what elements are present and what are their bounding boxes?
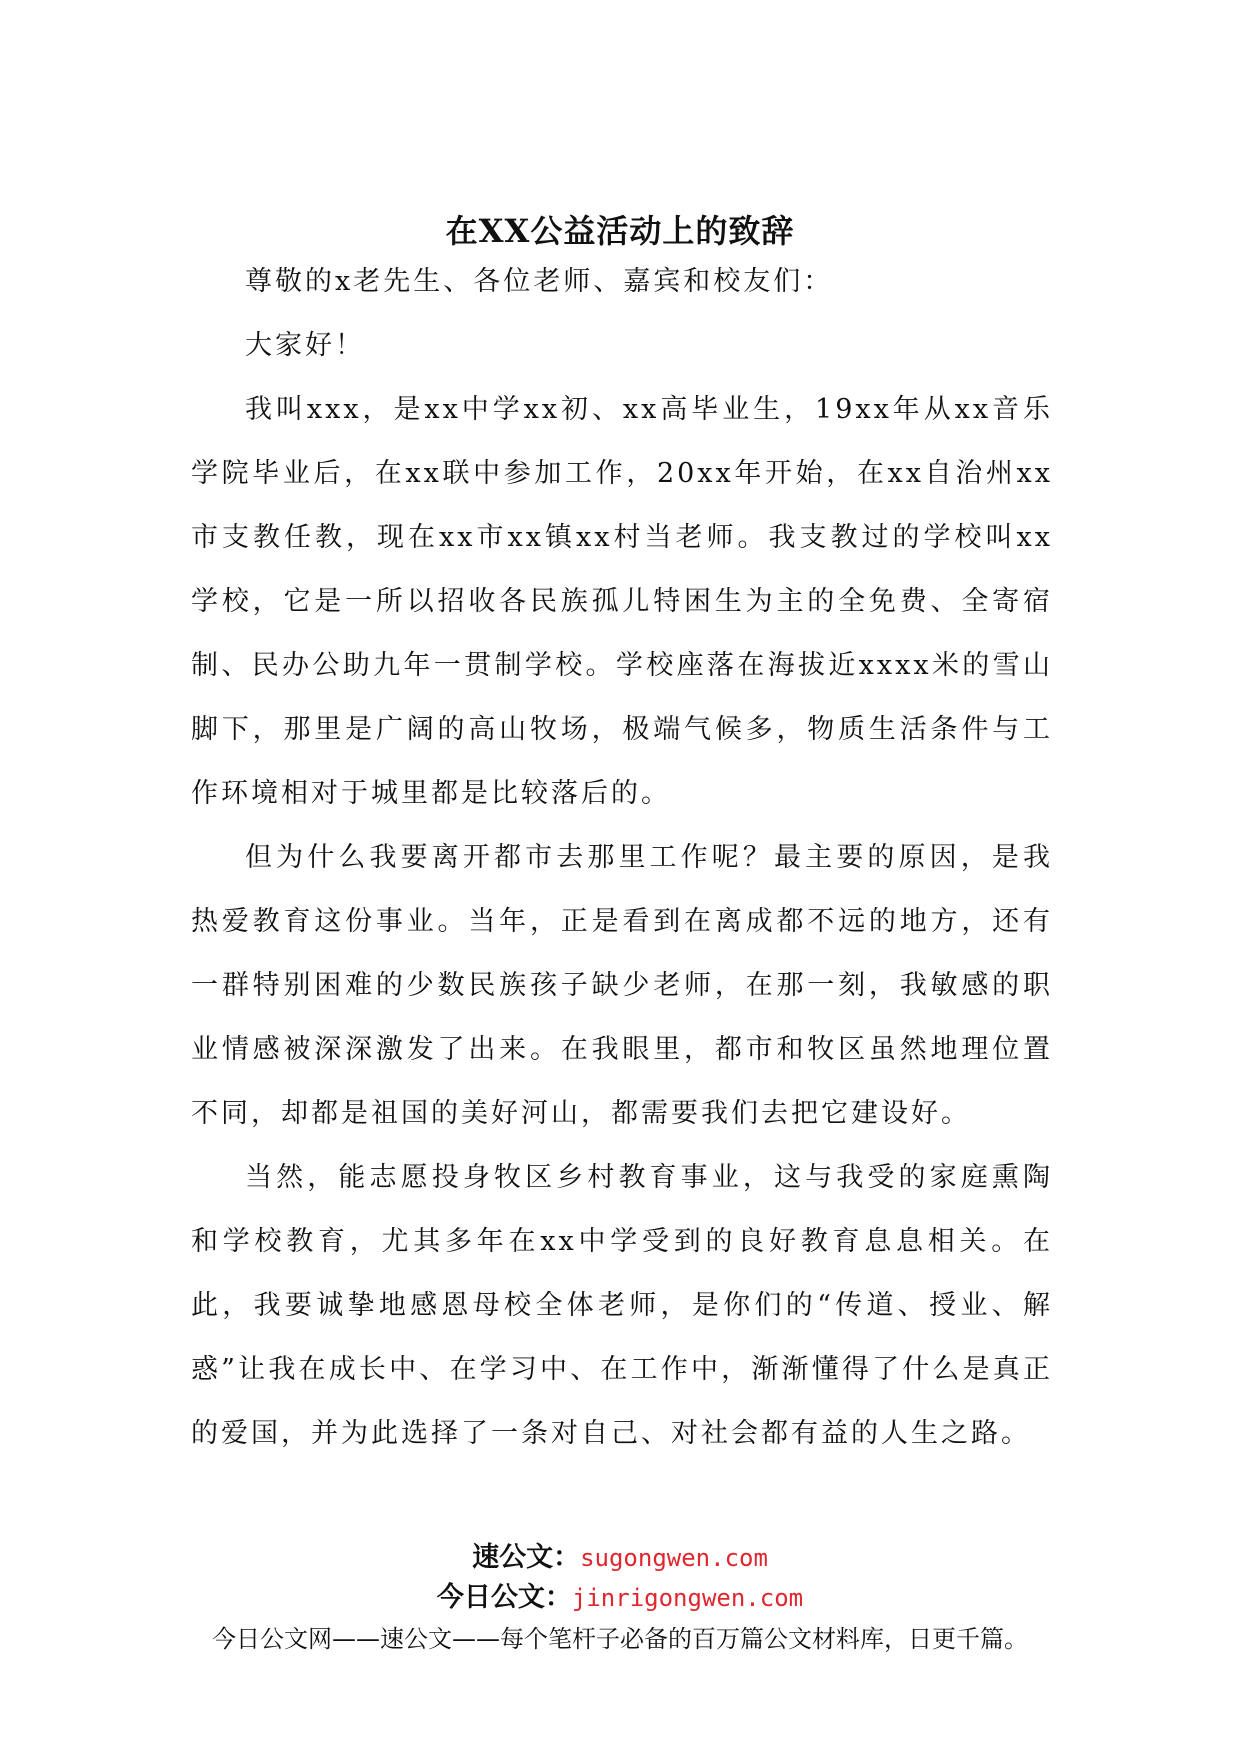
- page-title: 在XX公益活动上的致辞: [445, 212, 795, 251]
- document-body: [191, 250, 1053, 1466]
- footer-tagline: 今日公文网——速公文——每个笔杆子必备的百万篇公文材料库，日更千篇。: [212, 1625, 1028, 1653]
- paragraph: 但为什么我要离开都市去那里工作呢？最主要的原因，是我热爱教育这份事业。当年，正是看到在离成都不远的地方，还有一群特别困难的少数民族孩子缺少老师，在那一刻，我敏感的职业情感被深深激发了出来。在我眼里，都市和牧区虽然地理位置不同，却都是祖国的美好河山，都需要我们去把它建设好。: [191, 842, 1053, 1129]
- paragraph: 我叫xxx，是xx中学xx初、xx高毕业生，19xx年从xx音乐学院毕业后，在xx联中参加工作，20xx年开始，在xx自治州xx市支教任教，现在xx市xx镇xx村当老师。我支教过的学校叫xx学校，它是一所以招收各民族孤儿特困生为主的全免费、全寄宿制、民办公助九年一贯制学校。学校座落在海拔近xxxx米的雪山脚下，那里是广阔的高山牧场，极端气候多，物质生活条件与工作环境相对于城里都是比较落后的。: [191, 394, 1053, 809]
- footer-jinrigongwen: [0, 1580, 1240, 1616]
- salutation: 尊敬的x老先生、各位老师、嘉宾和校友们：: [245, 266, 834, 297]
- footer-sugongwen: [0, 1540, 1240, 1576]
- footer-sugongwen-label: 速公文：: [472, 1542, 581, 1573]
- greeting: 大家好！: [245, 330, 365, 361]
- paragraph: 当然，能志愿投身牧区乡村教育事业，这与我受的家庭熏陶和学校教育，尤其多年在xx中学受到的良好教育息息相关。在此，我要诚挚地感恩母校全体老师，是你们的“传道、授业、解惑”让我在成长中、在学习中、在工作中，渐渐懂得了什么是真正的爱国，并为此选择了一条对自己、对社会都有益的人生之路。: [191, 1162, 1053, 1449]
- footer-jinrigongwen-link[interactable]: jinrigongwen.com: [571, 1584, 804, 1612]
- footer-jinrigongwen-label: 今日公文：: [436, 1582, 572, 1613]
- footer-sugongwen-link[interactable]: sugongwen.com: [580, 1544, 768, 1572]
